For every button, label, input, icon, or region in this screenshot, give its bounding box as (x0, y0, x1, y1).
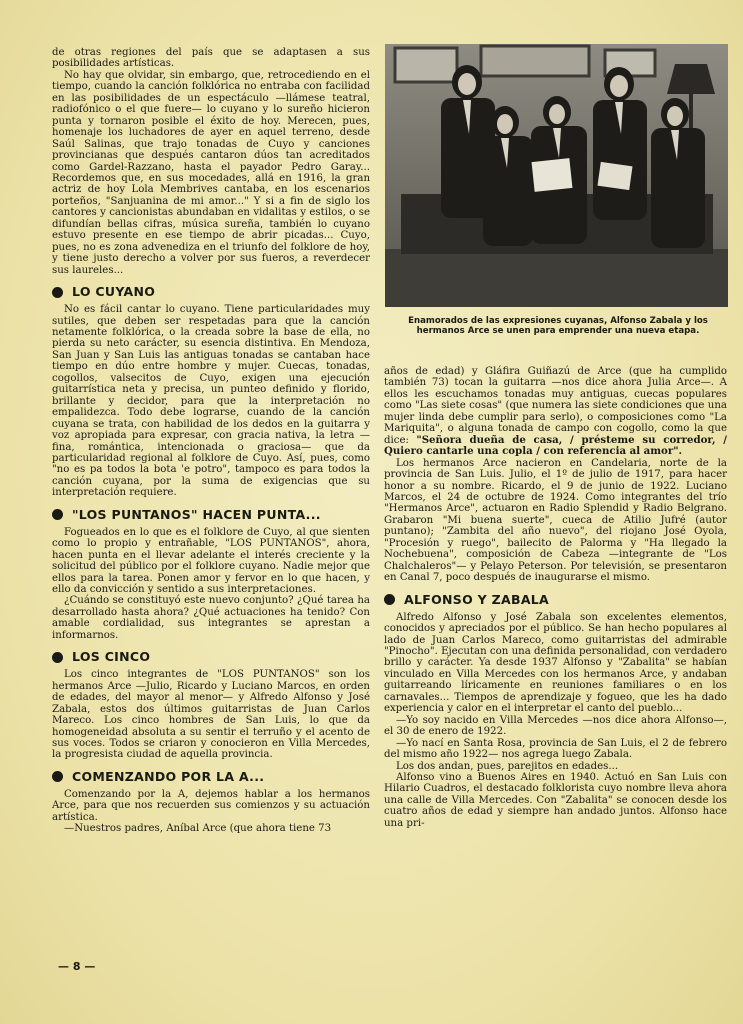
bullet-icon (384, 594, 395, 605)
left-column (52, 47, 370, 835)
body-paragraph: ¿Cuándo se constituyó este nuevo conjunto? ¿Qué tarea ha desarrollado hasta ahora? ¿Qué actuaciones ha tenido? Con amable cordialidad, sus integrantes se aprestan a informarnos. (52, 595, 370, 641)
section-heading-alfonso-zabala (384, 593, 727, 607)
body-paragraph: Alfredo Alfonso y José Zabala son excelentes elementos, conocidos y apreciados por el público. Se han hecho populares al lado de Juan Carlos Mareco, como guitarristas del admirable "Pinocho". Ejecutan con una definida personalidad, con verdadero brillo y carácter. Ya desde 1937 Alfonso y "Zabalita" se habían vinculado en Villa Mercedes con los hermanos Arce, y andaban guitarreando líricamente en reuniones familiares o en los carnavales... Tiempos de aprendizaje y fogueo, que les ha dado experiencia y calor en el interpretar el canto del pueblo... (384, 611, 727, 715)
right-column (384, 366, 727, 829)
body-paragraph: —Yo soy nacido en Villa Mercedes —nos dice ahora Alfonso—, el 30 de enero de 1922. (384, 714, 727, 738)
section-title: LOS CINCO (72, 649, 151, 665)
body-paragraph: Los dos andan, pues, parejitos en edades... (396, 760, 619, 772)
quoted-verse: "Señora dueña de casa, / présteme su corredor, / Quiero cantarle una copla / con referencia al amor". (384, 433, 728, 458)
intro-paragraph: de otras regiones del país que se adaptasen a sus posibilidades artísticas. (52, 47, 370, 70)
intro-paragraph: No hay que olvidar, sin embargo, que, retrocediendo en el tiempo, cuando la canción folklórica no entraba con facilidad en las posibilidades de un espectáculo —llámese teatral, radiofónico o el que fuere— lo cuyano y lo sureño hicieron punta y tornaron posible el éxito de hoy. Merecen, pues, homenaje los luchadores de ayer en aquel terreno, desde Saúl Salinas, que trajo tonadas de Cuyo y canciones provincianas que después cantaron dúos tan acreditados como Gardel-Razzano, hasta el payador Pedro Garay... Recordemos que, en sus mocedades, allá en 1916, la gran actriz de hoy Lola Membrives cantaba, en los escenarios porteños, "Sanjuanina de mi amor..." Y si a fin de siglo los cantores y cancionistas abundaban en vidalitas y estilos, o se difundían bellas cifras, música sureña, también lo cuyano estuvo presente en ese tiempo de abrir picadas... Cuyo, pues, no es zona advenediza en el triunfo del folklore de hoy, y tiene justo derecho a volver por sus fueros, a reverdecer sus laureles... (52, 69, 370, 276)
section-heading-lo-cuyano (52, 285, 370, 299)
section-heading-los-puntanos (52, 508, 370, 522)
body-text: años de edad) y Gláfira Guiñazú de Arce (que ha cumplido también 73) tocan la guitarra —nos dice ahora Julia Arce—. A ellos les escuchamos tonadas muy antiguas, cuecas populares como "Las siete cosas" (que numera las siete condiciones que una mujer linda debe cumplir para serlo), o composiciones como "La Mariquita", o alguna tonada de campo con cogollo, como la que dice: (384, 366, 727, 446)
section-title: COMENZANDO POR LA A... (72, 768, 265, 784)
body-paragraph (384, 366, 727, 458)
bullet-icon (52, 509, 63, 520)
group-photo-illustration (385, 44, 728, 307)
section-heading-comenzando (52, 770, 370, 784)
bullet-icon (52, 771, 63, 782)
body-paragraph: No es fácil cantar lo cuyano. Tiene particularidades muy sutiles, que deben ser respetadas para que la canción netamente folklórica, o la creada sobre la base de ella, no pierda su neto carácter, su esencia distintiva. En Mendoza, San Juan y San Luis las antiguas tonadas se cantaban hace tiempo en dúo entre hombre y mujer. Cuecas, tonadas, cogollos, valsecitos de Cuyo, exigen una ejecución guitarrística neta y precisa, un punteo definido y florido, brillante y decidor, para que la interpretación no empalidezca. Todo debe lograrse, cuando de la canción cuyana se trata, con habilidad de los dedos en la guitarra y voz apropiada para expresar, con gracia nativa, la letra —fina, romántica, intencionada o graciosa— que da particularidad regional al folklore de Cuyo. Así, pues, como "no es pa todos la bota 'e potro", tampoco es para todos la canción cuyana, por la suma de exigencias que su interpretación requiere. (52, 304, 370, 499)
body-paragraph: Fogueados en lo que es el folklore de Cuyo, al que sienten como lo propio y entrañable, "LOS PUNTANOS", ahora, hacen punta en el llevar adelante el interés creciente y la solicitud del público por el folklore cuyano. Nadie mejor que ellos para la tarea. Ponen amor y fervor en lo que hacen, y ello da convicción y sentido a sus interpretaciones. (52, 526, 370, 596)
section-title: ALFONSO Y ZABALA (404, 591, 550, 607)
group-photo (385, 44, 728, 307)
bullet-icon (52, 652, 63, 663)
body-paragraph: Los hermanos Arce nacieron en Candelaria, norte de la provincia de San Luis. Julio, el 1º de julio de 1917, para hacer honor a su nombre. Ricardo, el 9 de junio de 1922. Luciano Marcos, el 24 de octubre de 1924. Como integrantes del trío "Hermanos Arce", actuaron en Radio Splendid y Radio Belgrano. Grabaron "Mi buena suerte", cueca de Atilio Jufré (autor puntano); "Zambita del año nuevo", del riojano José Oyola, "Procesión y ruego", bailecito de Palorma y "Ha llegado la Nochebuena", composición de Cabeza —integrante de "Los Chalchaleros"— y Pelayo Peterson. Por televisión, se presentaron en Canal 7, poco después de inaugurarse el mismo. (384, 457, 727, 584)
body-paragraph: Comenzando por la A, dejemos hablar a los hermanos Arce, para que nos recuerden sus comienzos y su actuación artística. (52, 788, 370, 823)
bullet-icon (52, 287, 63, 298)
section-title: LO CUYANO (72, 284, 156, 300)
body-paragraph: Los cinco integrantes de "LOS PUNTANOS" son los hermanos Arce —Julio, Ricardo y Luciano Marcos, en orden de edades, del mayor al menor— y Alfredo Alfonso y José Zabala, estos dos últimos guitarristas de Juan Carlos Mareco. Los cinco hombres de San Luis, lo que da homogeneidad absoluta a su sentir el terruño y el acento de sus voces. Todos se criaron y conocieron en Villa Mercedes, la progresista ciudad de aquella provincia. (52, 669, 370, 761)
body-paragraph: —Yo nací en Santa Rosa, provincia de San Luis, el 2 de febrero del mismo año 1922— nos agrega luego Zabala. (384, 737, 727, 761)
section-title: "LOS PUNTANOS" HACEN PUNTA... (72, 506, 321, 522)
section-heading-los-cinco (52, 650, 370, 664)
body-paragraph: Alfonso vino a Buenos Aires en 1940. Actuó en San Luis con Hilario Cuadros, el destacado folklorista cuyo nombre lleva ahora una calle de Villa Mercedes. Con "Zabalita" se conocen desde los cuatro años de edad y siempre han andado juntos. Alfonso hace una pri- (384, 771, 727, 829)
body-paragraph: —Nuestros padres, Aníbal Arce (que ahora tiene 73 (64, 823, 332, 835)
photo-caption: Enamorados de las expresiones cuyanas, Alfonso Zabala y los hermanos Arce se unen para emprender una nueva etapa. (408, 316, 708, 337)
page-number: — 8 — (58, 960, 96, 973)
